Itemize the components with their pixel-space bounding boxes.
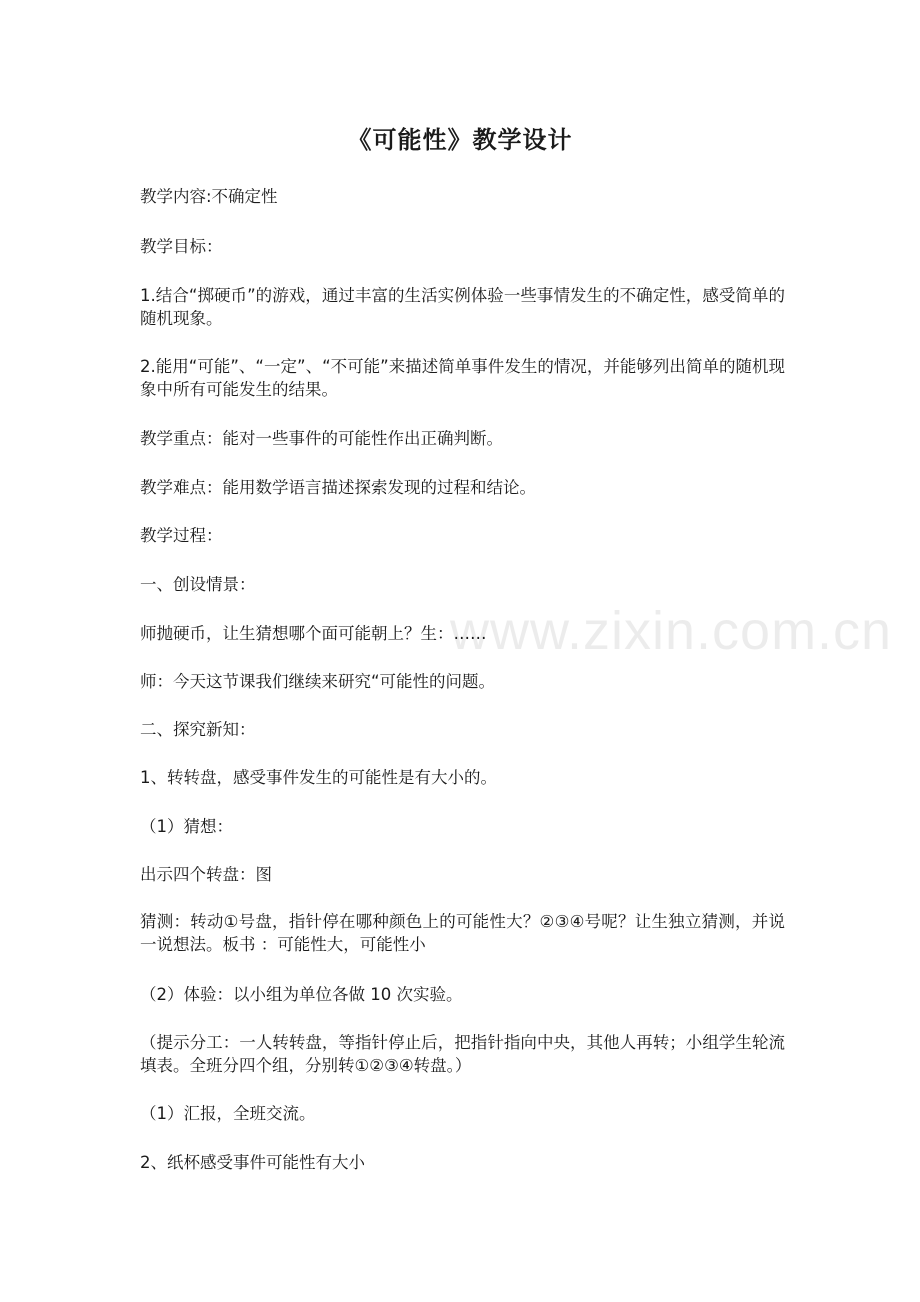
paragraph-objective-1: 1.结合“掷硬币”的游戏，通过丰富的生活实例体验一些事情发生的不确定性，感受简单的随机现象。 bbox=[140, 286, 785, 328]
paragraph-experience: （2）体验：以小组为单位各做 10 次实验。 bbox=[140, 985, 463, 1004]
paragraph-report: （1）汇报，全班交流。 bbox=[140, 1104, 316, 1123]
paragraph-guess-detail: 猜测：转动①号盘，指针停在哪种颜色上的可能性大？②③④号呢？让生独立猜测，并说一说想法。板书 ：可能性大，可能性小 bbox=[140, 912, 785, 954]
paragraph-objective-2: 2.能用“可能”、“一定”、“不可能”来描述简单事件发生的情况，并能够列出简单的随机现象中所有可能发生的结果。 bbox=[140, 357, 785, 399]
section-heading-2: 二、探究新知： bbox=[140, 720, 256, 739]
paragraph-coin-toss: 师抛硬币，让生猜想哪个面可能朝上？生：…… bbox=[140, 624, 487, 643]
paragraph-teacher-intro: 师：今天这节课我们继续来研究“可能性的问题。 bbox=[140, 672, 496, 691]
paragraph-show-spinners: 出示四个转盘：图 bbox=[140, 865, 272, 884]
paragraph-content: 教学内容:不确定性 bbox=[140, 187, 278, 206]
paragraph-process-heading: 教学过程： bbox=[140, 526, 223, 545]
document-title: 《可能性》教学设计 bbox=[347, 126, 573, 154]
paragraph-key-point: 教学重点：能对一些事件的可能性作出正确判断。 bbox=[140, 429, 503, 448]
paragraph-task-hint: （提示分工：一人转转盘，等指针停止后，把指针指向中央，其他人再转；小组学生轮流填表。全班分四个组，分别转①②③④转盘。） bbox=[140, 1033, 785, 1075]
paragraph-guess-heading: （1）猜想： bbox=[140, 817, 233, 836]
paragraph-objectives-heading: 教学目标： bbox=[140, 237, 223, 256]
paragraph-difficulty: 教学难点：能用数学语言描述探索发现的过程和结论。 bbox=[140, 478, 536, 497]
paragraph-spinner-activity: 1、转转盘，感受事件发生的可能性是有大小的。 bbox=[140, 768, 497, 787]
paragraph-paper-cup: 2、纸杯感受事件可能性有大小 bbox=[140, 1153, 365, 1172]
section-heading-1: 一、创设情景： bbox=[140, 575, 256, 594]
watermark: www.zixin.com.cn bbox=[450, 601, 893, 661]
